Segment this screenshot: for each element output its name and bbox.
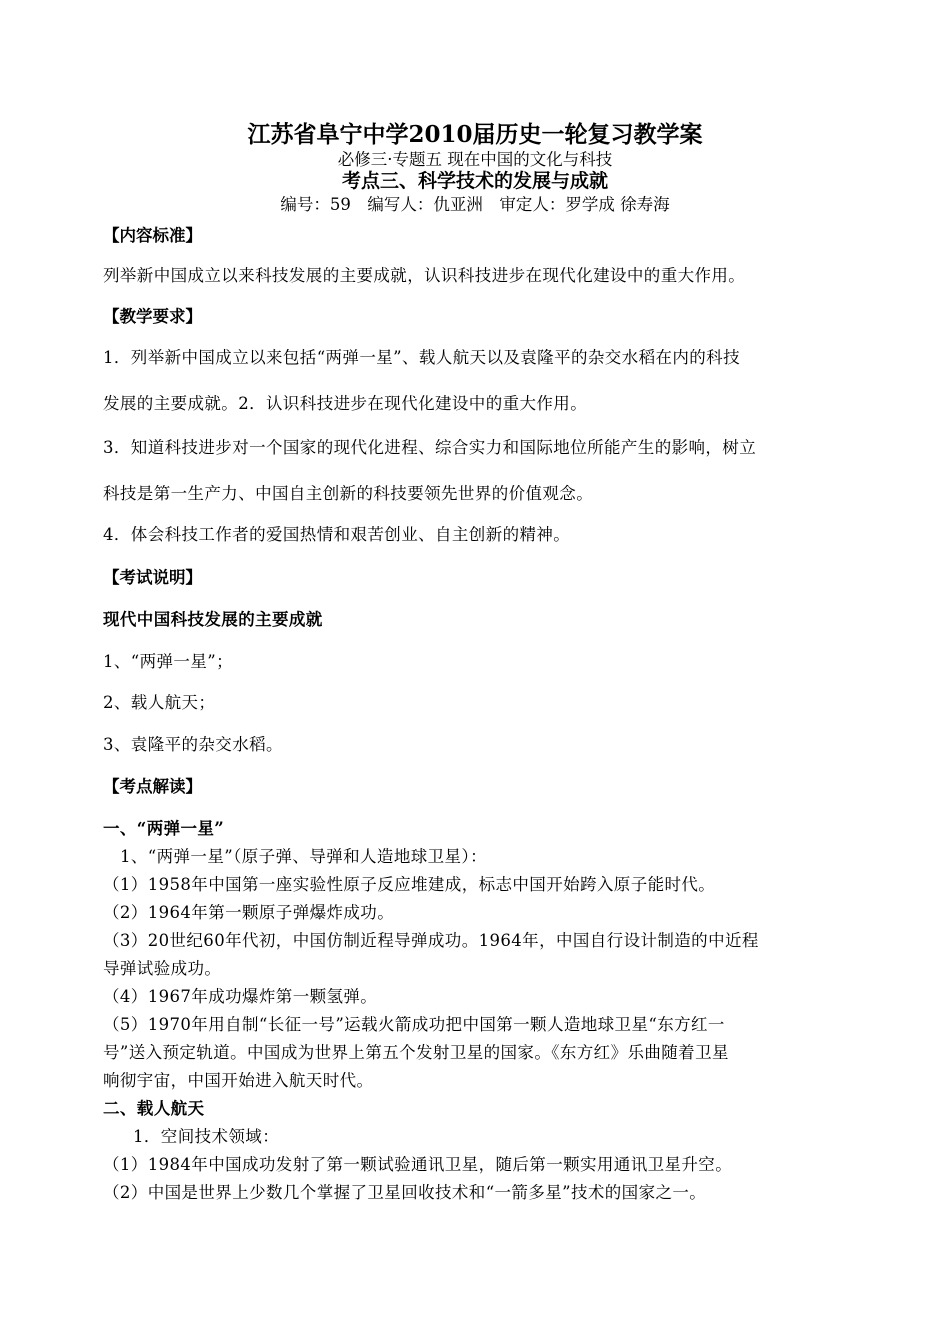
analysis-line: 号”送入预定轨道。中国成为世界上第五个发射卫星的国家。《东方红》乐曲随着卫星 <box>103 1043 729 1062</box>
exam-notes-subheading: 现代中国科技发展的主要成就 <box>103 610 323 629</box>
page-subtitle: 必修三·专题五 现在中国的文化与科技 <box>337 150 613 169</box>
analysis-line: （1）1958年中国第一座实验性原子反应堆建成，标志中国开始跨入原子能时代。 <box>103 875 716 894</box>
analysis-line: （3）20世纪60年代初，中国仿制近程导弹成功。1964年，中国自行设计制造的中近程 <box>103 931 759 950</box>
exam-notes-item: 1、“两弹一星”； <box>103 652 233 671</box>
teaching-requirements-heading: 【教学要求】 <box>103 307 202 326</box>
section-title: 一、“两弹一星” <box>103 819 225 838</box>
requirement-line: 3．知道科技进步对一个国家的现代化进程、综合实力和国际地位所能产生的影响，树立 <box>103 438 757 457</box>
section-intro: 1、“两弹一星”（原子弹、导弹和人造地球卫星）： <box>120 847 487 866</box>
topic-title: 考点三、科学技术的发展与成就 <box>341 170 608 192</box>
section-intro: 1．空间技术领域： <box>133 1127 280 1146</box>
requirement-line: 科技是第一生产力、中国自主创新的科技要领先世界的价值观念。 <box>103 484 594 503</box>
requirement-line: 发展的主要成就。2．认识科技进步在现代化建设中的重大作用。 <box>103 394 588 413</box>
section-title: 二、载人航天 <box>103 1099 205 1118</box>
analysis-heading: 【考点解读】 <box>103 777 202 796</box>
content-standard-text: 列举新中国成立以来科技发展的主要成就，认识科技进步在现代化建设中的重大作用。 <box>103 266 746 285</box>
analysis-line: （2）中国是世界上少数几个掌握了卫星回收技术和“一箭多星”技术的国家之一。 <box>103 1183 707 1202</box>
analysis-line: （1）1984年中国成功发射了第一颗试验通讯卫星，随后第一颗实用通讯卫星升空。 <box>103 1155 733 1174</box>
page-title: 江苏省阜宁中学2010届历史一轮复习教学案 <box>247 121 703 148</box>
exam-notes-item: 2、载人航天； <box>103 693 216 712</box>
requirement-line: 4．体会科技工作者的爱国热情和艰苦创业、自主创新的精神。 <box>103 525 571 544</box>
content-standard-heading: 【内容标准】 <box>103 226 202 245</box>
analysis-line: （2）1964年第一颗原子弹爆炸成功。 <box>103 903 395 922</box>
document-meta: 编号：59 编写人：仇亚洲 审定人：罗学成 徐寿海 <box>280 195 670 214</box>
exam-notes-heading: 【考试说明】 <box>103 568 202 587</box>
analysis-line: 响彻宇宙，中国开始进入航天时代。 <box>103 1071 374 1090</box>
analysis-line: （4）1967年成功爆炸第一颗氢弹。 <box>103 987 378 1006</box>
requirement-line: 1．列举新中国成立以来包括“两弹一星”、载人航天以及袁隆平的杂交水稻在内的科技 <box>103 348 740 367</box>
exam-notes-item: 3、袁隆平的杂交水稻。 <box>103 735 283 754</box>
analysis-line: 导弹试验成功。 <box>103 959 222 978</box>
analysis-line: （5）1970年用自制“长征一号”运载火箭成功把中国第一颗人造地球卫星“东方红一 <box>103 1015 725 1034</box>
